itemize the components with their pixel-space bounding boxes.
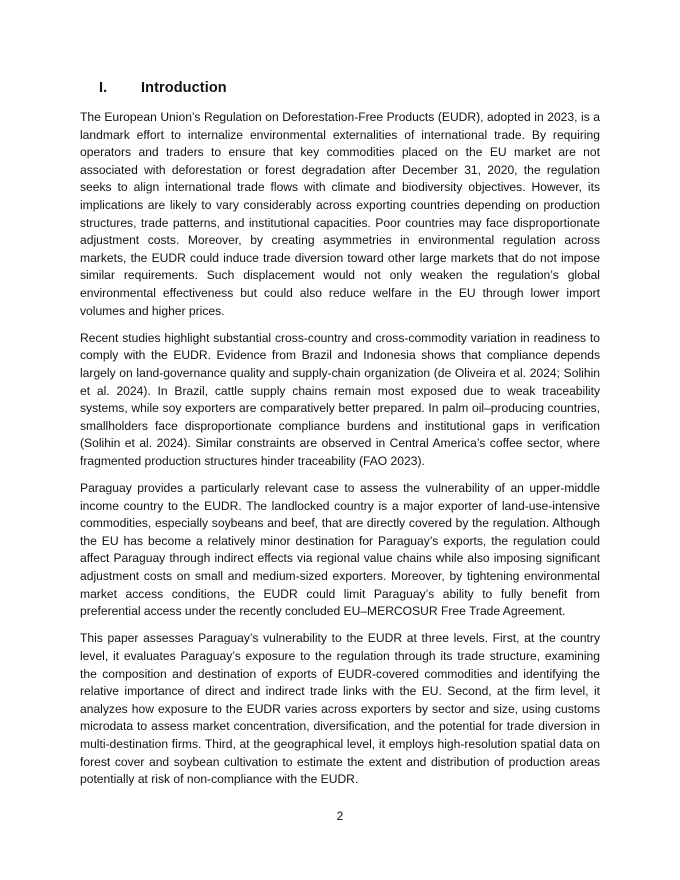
paragraph: Paraguay provides a particularly relevant case to assess the vulnerability of an upper-middle income country to the EUDR. The landlocked country is a major exporter of land-use-intensive commodities, especially soybeans and beef, that are directly covered by the regulation. Although the EU has become a relatively minor destination for Paraguay’s exports, the regulation could affect Paraguay through indirect effects via regional value chains while also imposing significant adjustment costs on small and medium-sized exporters. Moreover, by tightening environmental market access conditions, the EUDR could limit Paraguay’s ability to fully benefit from preferential access under the recently concluded EU–MERCOSUR Free Trade Agreement.	[80, 481, 600, 619]
section-number: I.	[99, 80, 108, 96]
section-title: Introduction	[141, 80, 227, 96]
paragraph: This paper assesses Paraguay’s vulnerability to the EUDR at three levels. First, at the country level, it evaluates Paraguay’s exposure to the regulation through its trade structure, examining the composition and destination of exports of EUDR-covered commodities and identifying the relative importance of direct and indirect trade links with the EU. Second, at the firm level, it analyzes how exposure to the EUDR varies across exporters by sector and size, using customs microdata to assess market concentration, diversification, and the potential for trade diversion in multi-destination firms. Third, at the geographical level, it employs high-resolution spatial data on forest cover and soybean cultivation to estimate the extent and distribution of production areas potentially at risk of non-compliance with the EUDR.	[80, 631, 600, 787]
paragraph: The European Union’s Regulation on Deforestation-Free Products (EUDR), adopted in 2023, is a landmark effort to internalize environmental externalities of international trade. By requiring operators and traders to ensure that key commodities placed on the EU market are not associated with deforestation or forest degradation after December 31, 2020, the regulation seeks to align international trade flows with climate and biodiversity objectives. However, its implications are likely to vary considerably across exporting countries depending on production structures, trade patterns, and institutional capacities. Poor countries may face disproportionate adjustment costs. Moreover, by creating asymmetries in environmental regulation across markets, the EUDR could induce trade diversion toward other large markets that do not impose similar requirements. Such displacement would not only weaken the regulation’s global environmental effectiveness but could also reduce welfare in the EU through lower import volumes and higher prices.	[80, 110, 600, 318]
paragraph: Recent studies highlight substantial cross-country and cross-commodity variation in readiness to comply with the EUDR. Evidence from Brazil and Indonesia shows that compliance depends largely on land-governance quality and supply-chain organization (de Oliveira et al. 2024; Solihin et al. 2024). In Brazil, cattle supply chains remain most exposed due to weak traceability systems, while soy exporters are comparatively better prepared. In palm oil–producing countries, smallholders face disproportionate compliance burdens and institutional gaps in verification (Solihin et al. 2024). Similar constraints are observed in Central America’s coffee sector, where fragmented production structures hinder traceability (FAO 2023).	[80, 330, 600, 468]
body-text	[80, 109, 600, 798]
page-number: 2	[336, 809, 344, 823]
section-heading	[99, 80, 227, 96]
